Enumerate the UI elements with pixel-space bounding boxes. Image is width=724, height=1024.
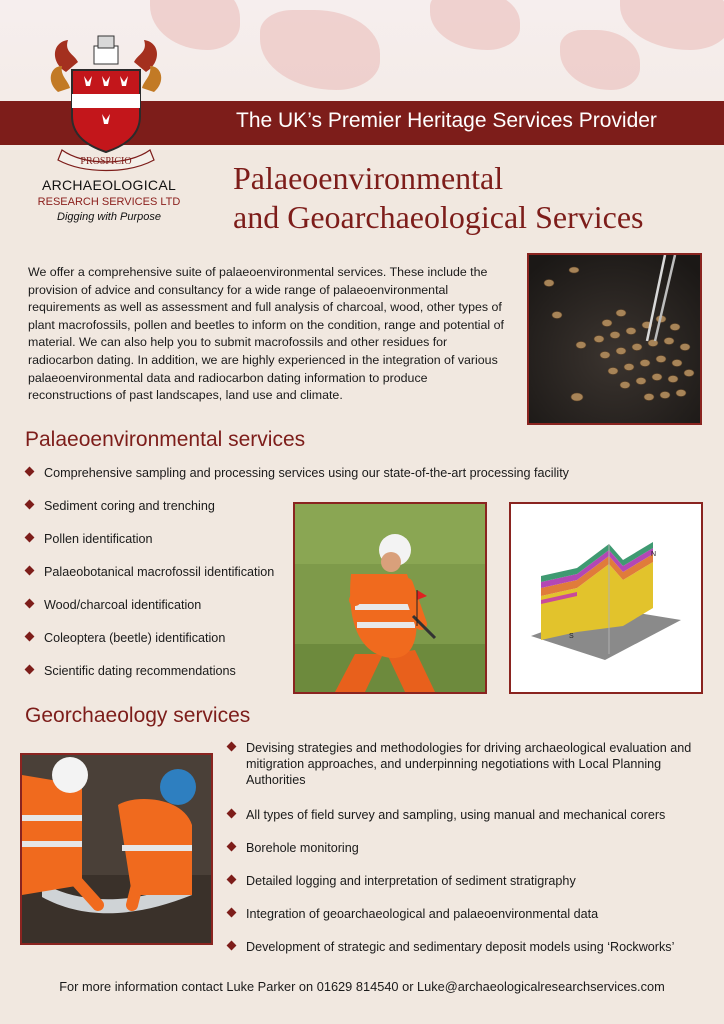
geo-heading: Georchaeology services [25, 704, 251, 727]
company-subname: RESEARCH SERVICES LTD [37, 196, 181, 208]
crest-motto: PROSPICIO [80, 156, 132, 167]
list-item: Sediment coring and trenching [26, 498, 466, 531]
list-item: Palaeobotanical macrofossil identification [26, 564, 466, 597]
bullet-icon [25, 533, 35, 543]
list-item: Integration of geoarchaeological and palaeoenvironmental data [228, 906, 718, 939]
bullet-icon [25, 566, 35, 576]
bullet-icon [227, 742, 237, 752]
bullet-icon [25, 500, 35, 510]
list-item: All types of field survey and sampling, using manual and mechanical corers [228, 807, 718, 840]
seeds-photo [527, 253, 702, 425]
company-name: ARCHAEOLOGICAL [41, 177, 177, 193]
page-title-line2: and Geoarchaeological Services [233, 199, 644, 235]
banner-tagline: The UK’s Premier Heritage Services Provider [236, 109, 657, 132]
company-tagline: Digging with Purpose [57, 211, 161, 223]
palaeo-heading: Palaeoenvironmental services [25, 428, 306, 451]
list-item: Pollen identification [26, 531, 466, 564]
list-item: Scientific dating recommendations [26, 663, 466, 696]
south-label: S [569, 633, 574, 640]
list-item: Detailed logging and interpretation of sediment stratigraphy [228, 873, 718, 906]
list-item: Wood/charcoal identification [26, 597, 466, 630]
list-item: Coleoptera (beetle) identification [26, 630, 466, 663]
bullet-icon [227, 941, 237, 951]
crest-logo [44, 32, 168, 174]
bullet-icon [25, 665, 35, 675]
geo-list [228, 740, 718, 972]
list-item: Borehole monitoring [228, 840, 718, 873]
bullet-icon [25, 599, 35, 609]
intro-paragraph: We offer a comprehensive suite of palaeoenvironmental services. These include the provision of advice and consultancy for a wide range of palaeoenvironmental requirements as well as assessment and full analysis of charcoal, wood, other types of plant macrofossils, pollen and beetles to inform on the condition, range and potential of material. We can also help you to submit macrofossils and other residues for radiocarbon dating. In addition, we are highly experienced in the integration of various palaeoenvironmental data and radiocarbon dating information to produce reconstructions of past landscapes, land use and climate. [28, 265, 504, 403]
contact-footer: For more information contact Luke Parker on 01629 814540 or Luke@archaeologicalresearchservices.com [59, 979, 665, 994]
list-item: Comprehensive sampling and processing services using our state-of-the-art processing facility [26, 465, 704, 498]
bullet-icon [25, 467, 35, 477]
field-coring-photo [293, 502, 487, 694]
list-item: Development of strategic and sedimentary deposit models using ‘Rockworks’ [228, 939, 718, 972]
trench-workers-photo [20, 753, 213, 945]
list-item: Devising strategies and methodologies for driving archaeological evaluation and mitigration approaches, and underpinning negotiations with Local Planning Authorities [228, 740, 718, 807]
bullet-icon [25, 632, 35, 642]
page-title-line1: Palaeoenvironmental [233, 160, 504, 196]
bullet-icon [227, 842, 237, 852]
bullet-icon [227, 809, 237, 819]
bullet-icon [227, 875, 237, 885]
rockworks-model-image [509, 502, 703, 694]
bullet-icon [227, 908, 237, 918]
north-label: N [651, 551, 657, 558]
